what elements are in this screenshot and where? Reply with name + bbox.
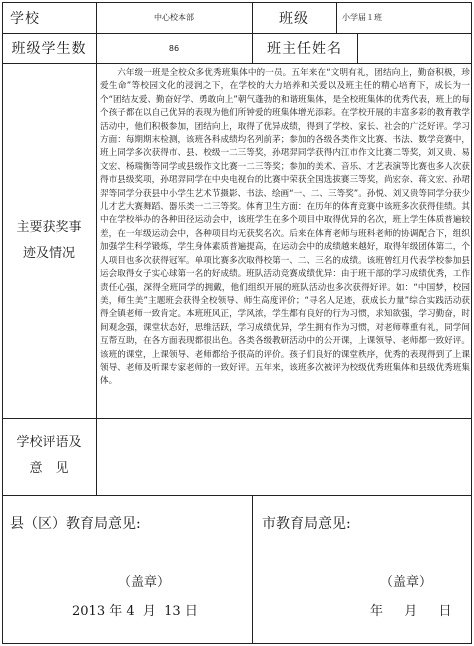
school-value: 中心校本部 xyxy=(154,13,194,22)
county-opinion-title: 县（区）教育局意见: xyxy=(10,516,141,532)
class-value: 小学届１班 xyxy=(342,13,382,22)
table-border-left xyxy=(2,2,3,643)
school-comment-label-line2: 意 见 xyxy=(29,461,69,476)
school-comment-label xyxy=(6,430,92,482)
awards-description: 六年级一班是全校众多优秀班集体中的一员。五年来在“文明有礼，团结向上，勤奋积极，珍爱生命”等校园文化的浸润之下，在学校的大力培养和关爱以及班主任的精心培育下，成长为一个“团结友爱、勤奋好学、勇敢向上”朝气蓬勃的和谐班集体，是全校班集体的优秀代表，班上的每个孩子都在以自己优异的表现为他们所钟爱的班集体增光添彩。在学校开展的丰富多彩的教育教学活动中，他们积极参加，团结向上，取得了优异成绩，得到了学校、家长、社会的广泛好评。学习方面：每期期末检测，该班各科成绩均名列前茅；参加的各级各类作文比赛、书法、数学竞赛中，班上同学多次获得市、县、校级一二三等奖，孙珺羿同学获得内江市作文比赛二等奖，刘又贵、易文宏、杨瑞衡等同学或县级作文比赛一二三等奖；参加的美术、音乐、才艺表演等比赛也多人次获得市县级奖项，孙珺羿同学在中央电视台的比赛中荣获全国选拔赛三等奖，尚宏奈、蒋文宏、孙珺羿等同学分获县中小学生艺术节摄影、书法、绘画“一、二、三等奖”。孙悦、刘又贵等同学分获少儿才艺大赛舞蹈、器乐类一二三等奖。体育卫生方面：在历年的体育竞赛中该班多次获得佳绩。其中在学校举办的各种田径运动会中，该班学生在多个项目中取得优异的名次，班上学生体质普遍较差，在一年级运动会中，各种项目均无获奖名次。后来在体育老师与班科老师的协调配合下，组织加强学生科学锻炼，学生身体素质普遍提高，在运动会中的成绩越来越好，取得年级团体第二，个人项目也多次获得冠军。单项比赛多次取得校第一、二、三名的成绩。该班曾红月代表学校参加县运会取得女子实心球第一名的好成绩。班队活动竞赛成绩优异：由于班干部的学习成绩优秀，工作责任心强，深得全班同学的拥戴，他们组织开展的班队活动也多次获得好评。如：“中国梦，校园美，师生美”主题班会获得全校领导、师生高度评价；“寻名人足迹，获成长力量”综合实践活动获得全镇老师一致肯定。本班班风正，学风浓，学生都有良好的行为习惯，求知欲强，学习勤奋，时间观念强，课堂状态好，思维活跃，学习成绩优异，学生拥有作为习惯，对老师尊重有礼，同学间互帮互助，在各方面表现都很出色。各类各级教研活动中的公开课，上课领导、老师都一致好评。该班的课堂，上课领导、老师都给予很高的评价。孩子们良好的课堂秩序，优秀的表现得到了上课领导、老师及听课专家老师的一致好评。五年来，该班多次被评为校级优秀班集体和县级优秀班集体。 xyxy=(100,68,470,387)
school-label: 学校 xyxy=(10,10,40,27)
head-teacher-value xyxy=(357,33,471,63)
school-comment-area xyxy=(97,419,471,495)
students-count-label: 班级学生数 xyxy=(11,41,87,57)
school-comment-label-line1: 学校评语及 xyxy=(16,435,82,450)
row-divider-2 xyxy=(2,63,472,64)
awards-label xyxy=(6,215,92,267)
county-date: 2013 年 4 月 13 日 xyxy=(72,604,198,619)
row-divider-4 xyxy=(2,495,472,496)
table-border-bottom xyxy=(2,643,472,644)
col-divider-opinions xyxy=(252,495,253,643)
head-teacher-label: 班主任姓名 xyxy=(267,41,342,57)
awards-label-line1: 主要获奖事 xyxy=(16,220,82,235)
city-seal: （盖章） xyxy=(380,575,433,590)
city-date: 年 月 日 xyxy=(370,604,452,619)
table-border-right xyxy=(471,2,472,643)
city-opinion-title: 市教育局意见: xyxy=(262,516,351,532)
class-label: 班级 xyxy=(279,10,309,27)
county-seal: （盖章） xyxy=(118,575,171,590)
students-count-value: 86 xyxy=(168,43,180,53)
awards-label-line2: 迹及情况 xyxy=(22,246,75,261)
